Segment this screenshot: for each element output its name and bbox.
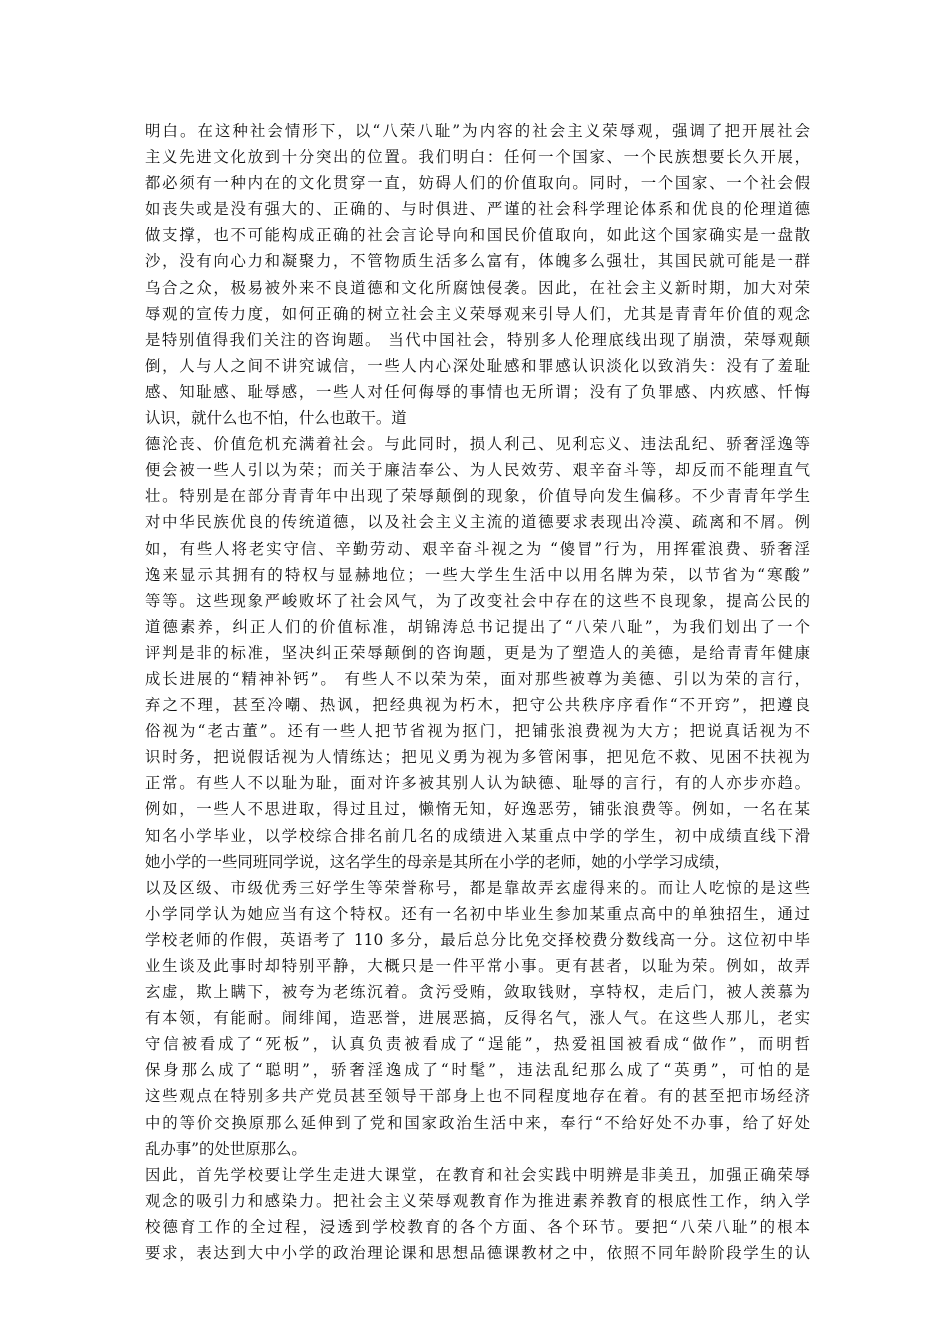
text-line: 如丧失或是没有强大的、正确的、与时俱进、严谨的社会科学理论体系和优良的伦理道德 <box>145 200 810 219</box>
text-line: 主义先进文化放到十分突出的位置。我们明白：任何一个国家、一个民族想要长久开展， <box>145 148 810 167</box>
text-line: 守信被看成了“死板”，认真负责被看成了“逞能”，热爱祖国被看成“做作”，而明哲 <box>145 1035 810 1054</box>
document-body <box>145 118 810 1266</box>
text-line: 明白。在这种社会情形下，以“八荣八耻”为内容的社会主义荣辱观，强调了把开展社会 <box>145 122 810 140</box>
text-line: 对中华民族优良的传统道德，以及社会主义主流的道德要求表现出冷漠、疏离和不屑。例 <box>145 513 810 532</box>
text-line: 观念的吸引力和感染力。把社会主义荣辱观教育作为推进素养教育的根底性工作，纳入学 <box>145 1191 810 1210</box>
text-line: 要求，表达到大中小学的政治理论课和思想品德课教材之中，依照不同年龄阶段学生的认 <box>145 1244 810 1263</box>
text-line: 等等。这些现象严峻败坏了社会风气，为了改变社会中存在的这些不良现象，提高公民的 <box>145 591 810 610</box>
text-line: 知名小学毕业，以学校综合排名前几名的成绩进入某重点中学的学生，初中成绩直线下滑 <box>145 826 810 845</box>
text-line: 因此，首先学校要让学生走进大课堂，在教育和社会实践中明辨是非美丑，加强正确荣辱 <box>145 1165 810 1184</box>
text-line: 道德素养，纠正人们的价值标准，胡锦涛总书记提出了“八荣八耻”，为我们划出了一个 <box>145 617 810 636</box>
text-line: 做支撑，也不可能构成正确的社会言论导向和国民价值取向，如此这个国家确实是一盘散 <box>145 226 810 245</box>
text-line: 正常。有些人不以耻为耻，面对许多被其别人认为缺德、耻辱的言行，有的人亦步亦趋。 <box>145 774 810 793</box>
text-line: 辱观的宣传力度，如何正确的树立社会主义荣辱观来引导人们，尤其是青青年价值的观念 <box>145 304 810 323</box>
text-line: 沙，没有向心力和凝聚力，不管物质生活多么富有，体魄多么强壮，其国民就可能是一群 <box>145 252 810 271</box>
text-line: 评判是非的标准，坚决纠正荣辱颠倒的咨询题，更是为了塑造人的美德，是给青青年健康 <box>145 643 810 662</box>
text-line: 壮。特别是在部分青青年中出现了荣辱颠倒的现象，价值导向发生偏移。不少青青年学生 <box>145 487 810 506</box>
text-line: 乌合之众，极易被外来不良道德和文化所腐蚀侵袭。因此，在社会主义新时期，加大对荣 <box>145 278 810 297</box>
text-line: 校德育工作的全过程，浸透到学校教育的各个方面、各个环节。要把“八荣八耻”的根本 <box>145 1217 810 1236</box>
text-line: 都必须有一种内在的文化贯穿一直，妨碍人们的价值取向。同时，一个国家、一个社会假 <box>145 174 810 193</box>
text-line: 保身那么成了“聪明”，骄奢淫逸成了“时髦”，违法乱纪那么成了“英勇”，可怕的是 <box>145 1061 810 1080</box>
text-line: 成长进展的“精神补钙”。 有些人不以荣为荣，面对那些被尊为美德、引以为荣的言行， <box>145 669 810 688</box>
text-line: 是特别值得我们关注的咨询题。 当代中国社会，特别多人伦理底线出现了崩溃，荣辱观颠 <box>145 330 810 349</box>
text-line: 弃之不理，甚至冷嘲、热讽，把经典视为朽木，把守公共秩序序看作“不开窍”，把遵良 <box>145 696 810 715</box>
text-line: 这些观点在特别多共产党员甚至领导干部身上也不同程度地存在着。有的甚至把市场经济 <box>145 1087 810 1106</box>
text-line: 有本领，有能耐。闹绯闻，造恶誉，进展恶搞，反得名气，涨人气。在这些人那儿，老实 <box>145 1009 810 1028</box>
text-line: 乱办事”的处世原那么。 <box>145 1139 307 1158</box>
text-line: 感、知耻感、耻辱感，一些人对任何侮辱的事情也无所谓；没有了负罪感、内疚感、忏悔 <box>145 382 810 401</box>
text-line: 认识，就什么也不怕，什么也敢干。道 <box>145 409 407 428</box>
text-line: 小学同学认为她应当有这个特权。还有一名初中毕业生参加某重点高中的单独招生，通过 <box>145 904 810 923</box>
text-line: 如，有些人将老实守信、辛勤劳动、艰辛奋斗视之为 “傻冒”行为，用挥霍浪费、骄奢淫 <box>145 539 810 558</box>
text-line: 她小学的一些同班同学说，这名学生的母亲是其所在小学的老师，她的小学学习成绩， <box>145 852 730 871</box>
text-line: 以及区级、市级优秀三好学生等荣誉称号，都是靠故弄玄虚得来的。而让人吃惊的是这些 <box>145 878 810 897</box>
text-line: 倒，人与人之间不讲究诚信，一些人内心深处耻感和罪感认识淡化以致消失：没有了羞耻 <box>145 356 810 375</box>
text-line: 俗视为“老古董”。还有一些人把节省视为抠门，把铺张浪费视为大方；把说真话视为不 <box>145 722 810 741</box>
text-line: 便会被一些人引以为荣；而关于廉洁奉公、为人民效劳、艰辛奋斗等，却反而不能理直气 <box>145 461 810 480</box>
text-line: 玄虚，欺上瞒下，被夸为老练沉着。贪污受贿，敛取钱财，享特权，走后门，被人羡慕为 <box>145 983 810 1002</box>
text-line: 业生谈及此事时却特别平静，大概只是一件平常小事。更有甚者，以耻为荣。例如，故弄 <box>145 957 810 975</box>
text-line: 学校老师的作假，英语考了 110 多分，最后总分比免交择校费分数线高一分。这位初中毕 <box>145 930 810 949</box>
text-line: 中的等价交换原那么延伸到了党和国家政治生活中来，奉行“不给好处不办事，给了好处 <box>145 1113 810 1132</box>
text-line: 例如，一些人不思进取，得过且过，懒惰无知，好逸恶劳，铺张浪费等。例如，一名在某 <box>145 800 810 819</box>
text-line: 逸来显示其拥有的特权与显赫地位；一些大学生生活中以用名牌为荣，以节省为“寒酸” <box>145 565 810 584</box>
text-line: 德沦丧、价值危机充满着社会。与此同时，损人利己、见利忘义、违法乱纪、骄奢淫逸等 <box>145 435 810 454</box>
text-line: 识时务，把说假话视为人情练达；把见义勇为视为多管闲事，把见危不救、见困不扶视为 <box>145 748 810 767</box>
